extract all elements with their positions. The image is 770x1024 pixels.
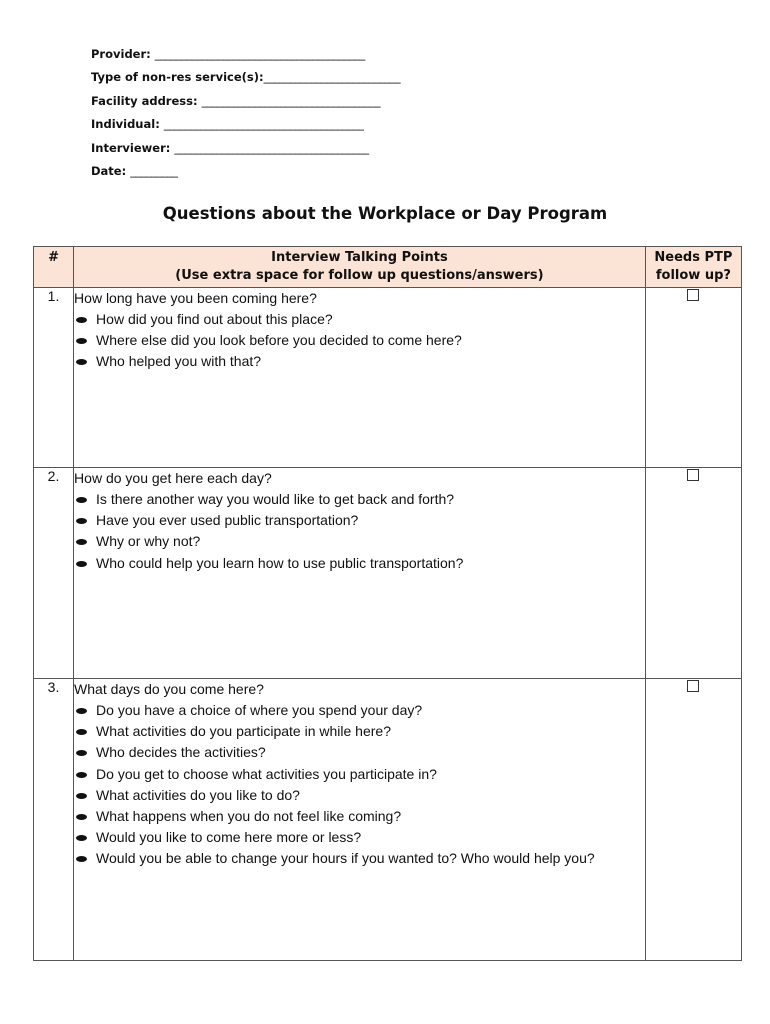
sub-question xyxy=(74,510,645,531)
sub-question xyxy=(74,721,645,742)
sub-question-text: Where else did you look before you decided to come here? xyxy=(96,332,462,349)
field-line: ______________________________________ xyxy=(163,117,364,132)
page-title: Questions about the Workplace or Day Program xyxy=(162,204,608,223)
date-field[interactable] xyxy=(91,161,491,184)
bullet-icon xyxy=(76,856,87,862)
sub-question xyxy=(74,764,645,785)
bullet-icon xyxy=(76,772,87,778)
questions-table xyxy=(33,246,742,961)
needs-ptp-cell xyxy=(645,679,741,961)
provider-field[interactable] xyxy=(91,44,491,67)
header-num: # xyxy=(34,247,74,288)
bullet-icon xyxy=(76,814,87,820)
header-talking-points-title: Interview Talking Points xyxy=(271,250,448,265)
main-question: What days do you come here? xyxy=(74,681,264,697)
table-header-row xyxy=(34,247,742,288)
bullet-icon xyxy=(76,708,87,714)
header-needs-ptp-line2: follow up? xyxy=(655,268,731,283)
sub-question-text: Who could help you learn how to use public transportation? xyxy=(96,554,464,571)
bullet-icon xyxy=(76,835,87,841)
sub-question xyxy=(74,806,645,827)
field-line: __________________________________ xyxy=(201,93,381,108)
sub-question xyxy=(74,785,645,806)
header-talking-points xyxy=(74,247,646,288)
bullet-icon xyxy=(76,729,87,735)
sub-question-text: Would you be able to change your hours if you wanted to? Who would help you? xyxy=(96,850,595,867)
sub-question xyxy=(74,309,645,330)
field-line: ________________________________________ xyxy=(154,47,365,61)
header-talking-points-note: (Use extra space for follow up questions/answers) xyxy=(175,268,544,283)
service-type-field[interactable] xyxy=(91,67,491,90)
field-line: __________________________ xyxy=(263,70,401,85)
bullet-icon xyxy=(76,497,87,503)
field-label: Date: xyxy=(91,163,127,178)
sub-question-text: Do you get to choose what activities you participate in? xyxy=(96,765,437,782)
facility-address-field[interactable] xyxy=(91,91,491,114)
sub-question-text: Who decides the activities? xyxy=(96,744,266,761)
row-talking-points[interactable] xyxy=(74,288,646,468)
table-row xyxy=(34,288,742,468)
interviewer-field[interactable] xyxy=(91,138,491,161)
sub-question-text: What activities do you participate in while here? xyxy=(96,723,391,740)
header-needs-ptp xyxy=(645,247,741,288)
sub-question-text: Why or why not? xyxy=(96,533,201,550)
field-label: Interviewer: xyxy=(91,140,171,155)
bullet-icon xyxy=(76,750,87,756)
sub-question-text: How did you find out about this place? xyxy=(96,311,333,327)
bullet-icon xyxy=(76,561,87,567)
sub-question-list xyxy=(74,489,645,574)
sub-question xyxy=(74,742,645,763)
table-row xyxy=(34,468,742,679)
sub-question xyxy=(74,531,645,552)
bullet-icon xyxy=(76,338,87,344)
header-needs-ptp-line1: Needs PTP xyxy=(654,250,733,265)
row-number: 1. xyxy=(34,288,74,468)
sub-question-text: Would you like to come here more or less? xyxy=(96,829,362,846)
bullet-icon xyxy=(76,518,87,524)
sub-question-text: What happens when you do not feel like coming? xyxy=(96,808,402,825)
checkbox-icon[interactable] xyxy=(687,469,699,481)
field-line: _____________________________________ xyxy=(174,140,369,155)
sub-question-text: Who helped you with that? xyxy=(96,353,262,370)
field-label: Individual: xyxy=(91,117,160,132)
bullet-icon xyxy=(76,317,87,323)
sub-question xyxy=(74,351,645,372)
sub-question xyxy=(74,330,645,351)
sub-question xyxy=(74,700,645,721)
checkbox-icon[interactable] xyxy=(687,289,699,301)
main-question: How long have you been coming here? xyxy=(74,290,317,306)
sub-question-text: Is there another way you would like to get back and forth? xyxy=(96,491,455,507)
field-label: Provider: xyxy=(91,47,151,61)
sub-question-list xyxy=(74,700,645,870)
row-talking-points[interactable] xyxy=(74,468,646,679)
individual-field[interactable] xyxy=(91,114,491,137)
field-line: _________ xyxy=(130,163,178,178)
sub-question xyxy=(74,848,645,869)
sub-question-text: Have you ever used public transportation? xyxy=(96,512,359,529)
row-talking-points[interactable] xyxy=(74,679,646,961)
checkbox-icon[interactable] xyxy=(687,680,699,692)
header-fields xyxy=(91,44,491,184)
row-number: 2. xyxy=(34,468,74,679)
sub-question-text: What activities do you like to do? xyxy=(96,786,300,803)
sub-question xyxy=(74,827,645,848)
table-row xyxy=(34,679,742,961)
needs-ptp-cell xyxy=(645,288,741,468)
row-number: 3. xyxy=(34,679,74,961)
field-label: Type of non-res service(s): xyxy=(91,70,264,85)
bullet-icon xyxy=(76,539,87,545)
bullet-icon xyxy=(76,359,87,365)
sub-question-text: Do you have a choice of where you spend your day? xyxy=(96,702,423,718)
sub-question xyxy=(74,489,645,510)
main-question: How do you get here each day? xyxy=(74,470,272,486)
field-label: Facility address: xyxy=(91,93,198,108)
needs-ptp-cell xyxy=(645,468,741,679)
sub-question-list xyxy=(74,309,645,373)
sub-question xyxy=(74,553,645,574)
bullet-icon xyxy=(76,793,87,799)
